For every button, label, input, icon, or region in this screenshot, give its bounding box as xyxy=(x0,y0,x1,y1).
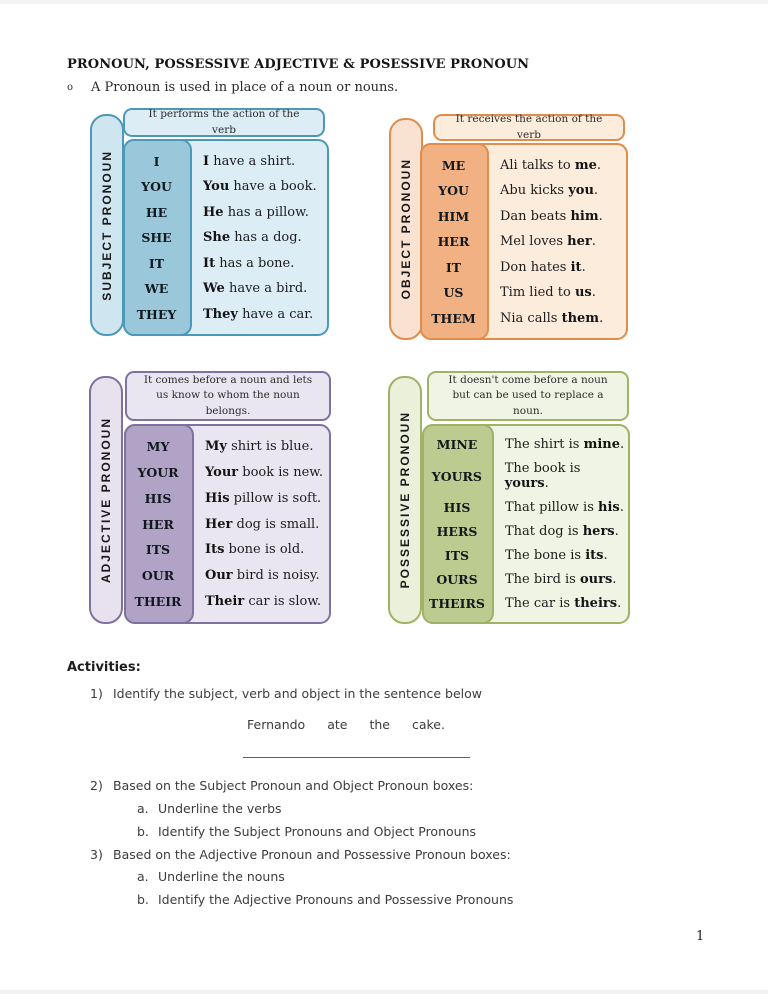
header-text: It performs the action of the verb xyxy=(148,108,300,136)
pronoun-rows xyxy=(126,426,329,622)
example-bold: us xyxy=(574,285,592,300)
example-bold: hers xyxy=(582,524,615,539)
example-bold: They xyxy=(203,306,238,322)
activity-item-3a xyxy=(137,869,285,884)
object-pronoun-box xyxy=(389,112,630,340)
example-post: have a bird. xyxy=(224,281,308,296)
pronoun-label: HER xyxy=(437,234,470,249)
example-bold: you xyxy=(568,183,594,198)
example-sentence xyxy=(190,568,320,583)
object-pronoun-header xyxy=(433,114,625,141)
example-post: have a book. xyxy=(229,179,317,194)
example-post: . xyxy=(612,572,617,587)
intro-bullet xyxy=(67,80,398,95)
example-post: has a pillow. xyxy=(223,204,309,220)
example-post: . xyxy=(614,524,619,539)
pronoun-row xyxy=(125,307,327,322)
example-bold: I xyxy=(203,153,210,169)
item-number: 1) xyxy=(90,686,103,701)
example-sentence xyxy=(485,209,603,224)
adjective-pronoun-side-tab xyxy=(89,376,123,624)
pronoun-row xyxy=(126,439,329,454)
example-sentence xyxy=(490,548,608,563)
item-text: Based on the Subject Pronoun and Object Pronoun boxes: xyxy=(113,778,474,793)
pronoun-row xyxy=(422,285,626,300)
pronoun-label: IT xyxy=(148,255,165,271)
pronoun-label: HIS xyxy=(443,500,471,515)
adjective-pronoun-box xyxy=(89,370,331,625)
page-bottom-edge xyxy=(0,990,768,994)
item-text: Identify the Adjective Pronouns and Possessive Pronouns xyxy=(158,892,514,907)
activities-heading: Activities: xyxy=(67,660,141,675)
pronoun-row xyxy=(125,230,327,245)
answer-blank-line xyxy=(243,757,470,758)
example-bold: Their xyxy=(205,594,245,610)
bullet-marker: o xyxy=(67,82,74,93)
example-sentence xyxy=(190,439,314,454)
pronoun-label: OURS xyxy=(436,572,478,587)
example-bold: She xyxy=(203,230,231,245)
example-bold: his xyxy=(598,500,620,515)
pronoun-label: YOURS xyxy=(431,468,482,484)
object-pronoun-side-tab xyxy=(389,118,423,340)
pronoun-row xyxy=(424,437,628,452)
example-pre: The shirt is xyxy=(505,437,584,452)
activity-item-2a xyxy=(137,801,282,816)
possessive-pronoun-side-tab xyxy=(388,376,422,624)
pronoun-label: IT xyxy=(445,259,462,275)
example-sentence xyxy=(485,183,598,198)
example-pre: That pillow is xyxy=(505,500,598,515)
example-post: . xyxy=(617,596,622,611)
pronoun-label: OUR xyxy=(141,568,175,584)
sentence-word: the xyxy=(369,717,390,732)
example-bold: Our xyxy=(205,568,233,584)
example-bold: me xyxy=(574,157,597,173)
pronoun-rows xyxy=(424,426,628,622)
object-pronoun-body xyxy=(420,143,628,340)
subject-pronoun-body xyxy=(123,139,329,336)
example-post: shirt is blue. xyxy=(226,438,314,454)
example-post: book is new. xyxy=(238,464,323,480)
example-sentence xyxy=(485,285,596,300)
example-post: has a bone. xyxy=(215,255,295,271)
item-number: 3) xyxy=(90,847,103,862)
pronoun-row xyxy=(424,500,628,515)
pronoun-label: YOU xyxy=(141,179,172,194)
example-sentence xyxy=(490,461,628,491)
example-bold: Its xyxy=(205,542,225,558)
item-text: Based on the Adjective Pronoun and Possessive Pronoun boxes: xyxy=(113,847,511,862)
example-pre: The bone is xyxy=(505,548,586,563)
example-sentence xyxy=(188,179,317,194)
example-post: pillow is soft. xyxy=(229,490,322,506)
side-tab-label: OBJECT PRONOUN xyxy=(399,158,413,300)
page-title: PRONOUN, POSSESSIVE ADJECTIVE & POSESSIVE PRONOUN xyxy=(67,57,530,72)
example-bold: mine xyxy=(583,437,621,452)
example-sentence xyxy=(490,524,619,539)
pronoun-label: THEY xyxy=(136,306,177,322)
possessive-pronoun-header xyxy=(427,371,629,421)
pronoun-row xyxy=(126,465,329,480)
example-bold: them xyxy=(561,310,600,326)
example-sentence xyxy=(490,500,624,515)
possessive-pronoun-box xyxy=(388,370,630,625)
pronoun-label: ITS xyxy=(145,542,171,558)
example-post: bird is noisy. xyxy=(232,568,320,584)
pronoun-label: US xyxy=(443,285,464,300)
pronoun-rows xyxy=(125,141,327,334)
item-text: Underline the nouns xyxy=(158,869,285,884)
example-post: . xyxy=(598,208,603,224)
example-sentence xyxy=(188,230,302,245)
pronoun-label: YOU xyxy=(438,183,469,198)
pronoun-label: HER xyxy=(142,516,174,532)
example-bold: ours xyxy=(579,572,613,587)
pronoun-label: HERS xyxy=(436,524,478,539)
example-post: . xyxy=(599,310,604,326)
item-text: Identify the subject, verb and object in the sentence below xyxy=(113,686,483,701)
example-post: bone is old. xyxy=(224,542,305,558)
example-sentence xyxy=(188,281,307,296)
example-bold: He xyxy=(203,204,224,220)
example-pre: The bird is xyxy=(505,572,580,587)
example-sentence xyxy=(485,234,596,249)
example-post: . xyxy=(581,259,586,275)
example-pre: Ali talks to xyxy=(500,157,575,173)
example-pre: Tim lied to xyxy=(500,285,575,300)
pronoun-row xyxy=(424,548,628,563)
sentence-word: cake. xyxy=(411,717,445,732)
pronoun-row xyxy=(126,594,329,609)
example-post: have a car. xyxy=(237,306,314,322)
example-pre: Mel loves xyxy=(500,234,568,249)
example-sentence xyxy=(485,311,603,326)
example-sentence xyxy=(490,572,616,587)
pronoun-label: THEIRS xyxy=(429,596,485,611)
pronoun-row xyxy=(422,209,626,224)
activity-item-3 xyxy=(90,847,511,862)
pronoun-row xyxy=(422,183,626,198)
pronoun-label: SHE xyxy=(141,230,172,245)
pronoun-row xyxy=(125,154,327,169)
example-bold: His xyxy=(205,490,230,506)
subject-pronoun-box xyxy=(90,108,330,336)
example-post: have a shirt. xyxy=(209,153,296,169)
example-bold: It xyxy=(203,255,216,271)
example-post: . xyxy=(591,234,596,249)
example-post: car is slow. xyxy=(244,594,322,610)
activity-item-3b xyxy=(137,892,513,907)
side-tab-label: SUBJECT PRONOUN xyxy=(100,149,114,301)
pronoun-row xyxy=(422,234,626,249)
example-bold: its xyxy=(585,548,604,563)
pronoun-row xyxy=(126,491,329,506)
adjective-pronoun-header xyxy=(125,371,331,421)
pronoun-row xyxy=(424,572,628,587)
example-pre: The car is xyxy=(505,596,575,611)
example-sentence xyxy=(188,307,313,322)
pronoun-label: YOUR xyxy=(137,464,179,480)
example-sentence xyxy=(188,256,294,271)
pronoun-label: MINE xyxy=(436,437,478,452)
pronoun-row xyxy=(125,281,327,296)
subject-pronoun-side-tab xyxy=(90,114,124,336)
side-tab-label: ADJECTIVE PRONOUN xyxy=(99,416,113,584)
pronoun-row xyxy=(422,260,626,275)
example-post: . xyxy=(620,437,625,452)
example-bold: it xyxy=(570,259,582,275)
example-post: . xyxy=(596,157,602,173)
pronoun-rows xyxy=(422,145,626,338)
example-sentence xyxy=(485,260,586,275)
pronoun-label: HE xyxy=(145,204,168,220)
example-sentence xyxy=(490,437,624,452)
pronoun-row xyxy=(125,205,327,220)
example-post: . xyxy=(591,285,596,300)
example-sentence xyxy=(188,205,309,220)
pronoun-label: WE xyxy=(144,281,169,296)
pronoun-label: THEIR xyxy=(134,594,182,610)
header-text: It receives the action of the verb xyxy=(455,113,603,141)
pronoun-label: ITS xyxy=(444,548,470,563)
pronoun-label: HIM xyxy=(437,208,470,224)
bullet-text: A Pronoun is used in place of a noun or nouns. xyxy=(91,80,399,95)
pronoun-row xyxy=(424,461,628,491)
example-sentence xyxy=(190,542,304,557)
activity-item-1 xyxy=(90,686,482,701)
example-bold: her xyxy=(567,234,592,249)
sentence-word: ate xyxy=(327,717,348,732)
example-bold: We xyxy=(203,281,225,296)
example-sentence xyxy=(190,517,319,532)
example-pre: The book is xyxy=(504,461,581,476)
example-sentence xyxy=(190,491,321,506)
item-number: b. xyxy=(137,892,149,907)
example-pre: That dog is xyxy=(505,524,583,539)
pronoun-row xyxy=(126,542,329,557)
item-text: Identify the Subject Pronouns and Object Pronouns xyxy=(158,824,477,839)
pronoun-label: I xyxy=(153,153,160,169)
pronoun-label: HIS xyxy=(144,490,172,506)
item-text: Underline the verbs xyxy=(158,801,282,816)
pronoun-row xyxy=(125,179,327,194)
activity-item-2b xyxy=(137,824,476,839)
example-bold: Your xyxy=(205,464,239,480)
pronoun-row xyxy=(125,256,327,271)
example-sentence xyxy=(190,465,323,480)
example-sentence xyxy=(190,594,321,609)
example-post: has a dog. xyxy=(230,230,302,245)
adjective-pronoun-body xyxy=(124,424,331,624)
item-number: a. xyxy=(137,869,149,884)
example-post: dog is small. xyxy=(232,516,320,532)
pronoun-label: MY xyxy=(146,438,170,454)
example-post: . xyxy=(544,476,549,491)
example-pre: Dan beats xyxy=(500,208,571,224)
example-bold: My xyxy=(205,438,227,454)
example-post: . xyxy=(619,500,624,515)
item-number: 2) xyxy=(90,778,103,793)
header-text: It doesn't come before a noun but can be used to replace a noun. xyxy=(448,374,608,417)
example-sentence-fernando xyxy=(247,717,445,732)
possessive-pronoun-body xyxy=(422,424,630,624)
example-pre: Abu kicks xyxy=(500,183,569,198)
pronoun-label: ME xyxy=(441,157,466,173)
item-number: a. xyxy=(137,801,149,816)
page-number: 1 xyxy=(696,929,705,944)
pronoun-row xyxy=(424,524,628,539)
pronoun-row xyxy=(126,568,329,583)
activity-item-2 xyxy=(90,778,473,793)
subject-pronoun-header xyxy=(123,108,325,137)
example-post: . xyxy=(603,548,608,563)
side-tab-label: POSSESSIVE PRONOUN xyxy=(398,411,412,589)
item-number: b. xyxy=(137,824,149,839)
example-bold: Her xyxy=(205,516,233,532)
page-top-edge xyxy=(0,0,768,4)
header-text: It comes before a noun and lets us know to whom the noun belongs. xyxy=(143,374,313,417)
pronoun-row xyxy=(422,158,626,173)
sentence-word: Fernando xyxy=(247,717,306,732)
pronoun-label: THEM xyxy=(431,310,476,326)
example-post: . xyxy=(593,183,599,198)
example-bold: theirs xyxy=(574,596,618,611)
example-pre: Don hates xyxy=(500,259,571,275)
example-bold: yours xyxy=(504,476,545,491)
example-pre: Nia calls xyxy=(500,310,562,326)
pronoun-row xyxy=(424,596,628,611)
example-sentence xyxy=(485,158,601,173)
pronoun-row xyxy=(422,311,626,326)
example-sentence xyxy=(490,596,621,611)
pronoun-row xyxy=(126,517,329,532)
example-bold: him xyxy=(570,208,599,224)
example-bold: You xyxy=(203,179,230,194)
example-sentence xyxy=(188,154,295,169)
